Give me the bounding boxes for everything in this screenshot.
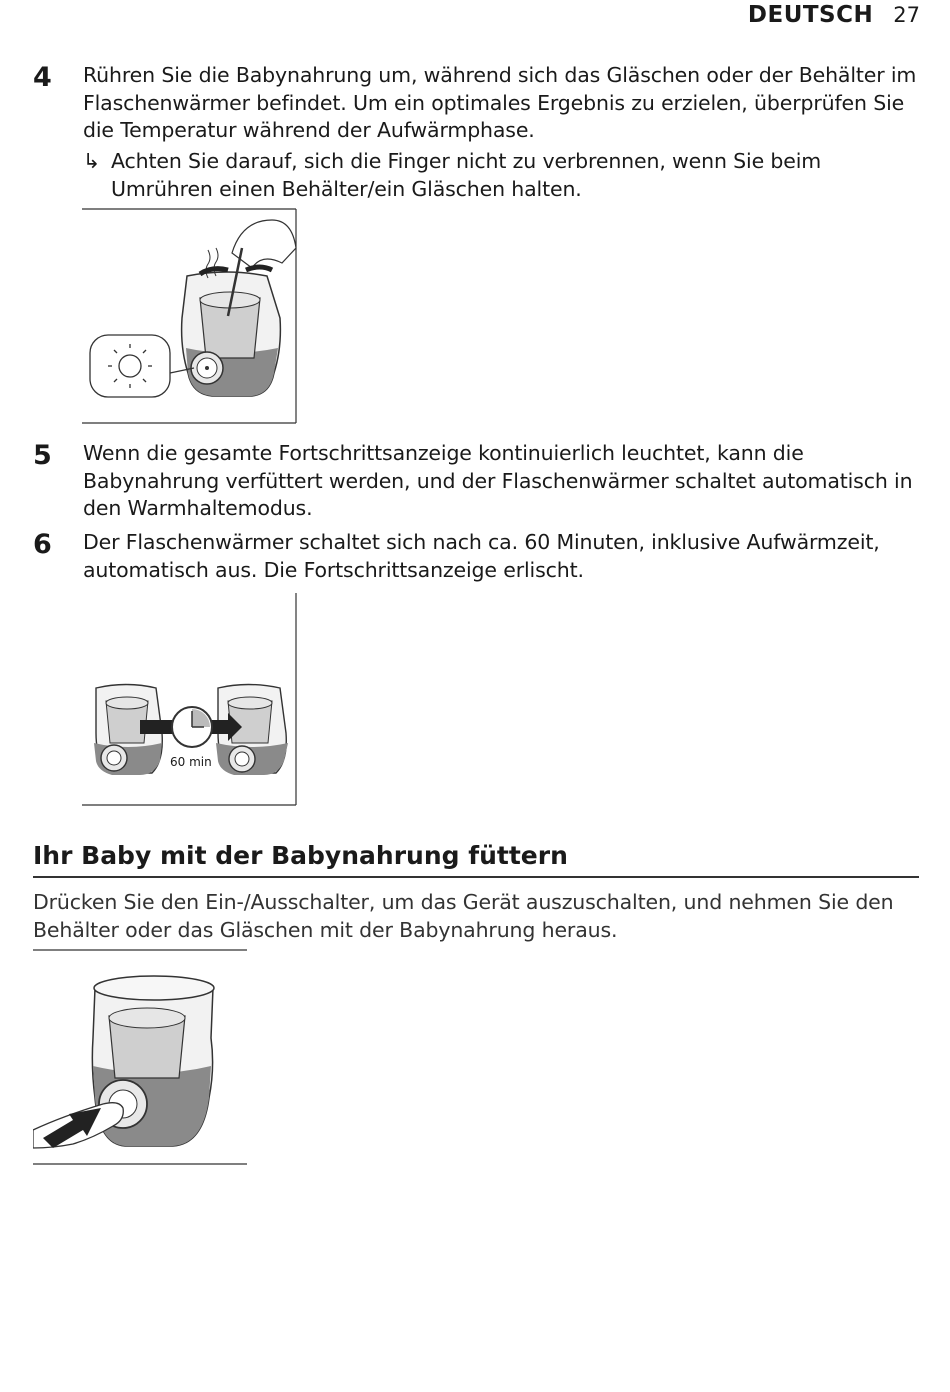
- step-number: 5: [33, 440, 52, 471]
- page-number: 27: [893, 3, 920, 27]
- result-arrow-icon: ↳: [83, 149, 101, 173]
- figure-stirring: [82, 208, 298, 424]
- step-text: Der Flaschenwärmer schaltet sich nach ca. 60 Minuten, inklusive Aufwärmzeit, automatisch aus. Die Fortschrittsanzeige erlischt.: [83, 530, 880, 582]
- step-text: Wenn die gesamte Fortschrittsanzeige kontinuierlich leuchtet, kann die Babynahrung verfüttert werden, und der Flaschenwärmer schaltet automatisch in den Warmhaltemodus.: [83, 441, 913, 520]
- timer-label: 60 min: [170, 755, 212, 769]
- result-text: Achten Sie darauf, sich die Finger nicht zu verbrennen, wenn Sie beim Umrühren einen Behälter/ein Gläschen halten.: [111, 149, 822, 201]
- figure-auto-off: [82, 593, 298, 807]
- figure-switch-off: [33, 948, 249, 1166]
- step-number: 6: [33, 529, 52, 560]
- section-paragraph: Drücken Sie den Ein-/Ausschalter, um das Gerät auszuschalten, und nehmen Sie den Behälter oder das Gläschen mit der Babynahrung heraus.: [33, 890, 894, 942]
- page-header: [748, 0, 920, 30]
- step-number: 4: [33, 62, 52, 93]
- language-label: DEUTSCH: [747, 2, 874, 28]
- section-title: Ihr Baby mit der Babynahrung füttern: [33, 840, 919, 878]
- step-text: Rühren Sie die Babynahrung um, während sich das Gläschen oder der Behälter im Flaschenwärmer befindet. Um ein optimales Ergebnis zu erzielen, überprüfen Sie die Temperatur während der Aufwärmphase.: [83, 63, 917, 142]
